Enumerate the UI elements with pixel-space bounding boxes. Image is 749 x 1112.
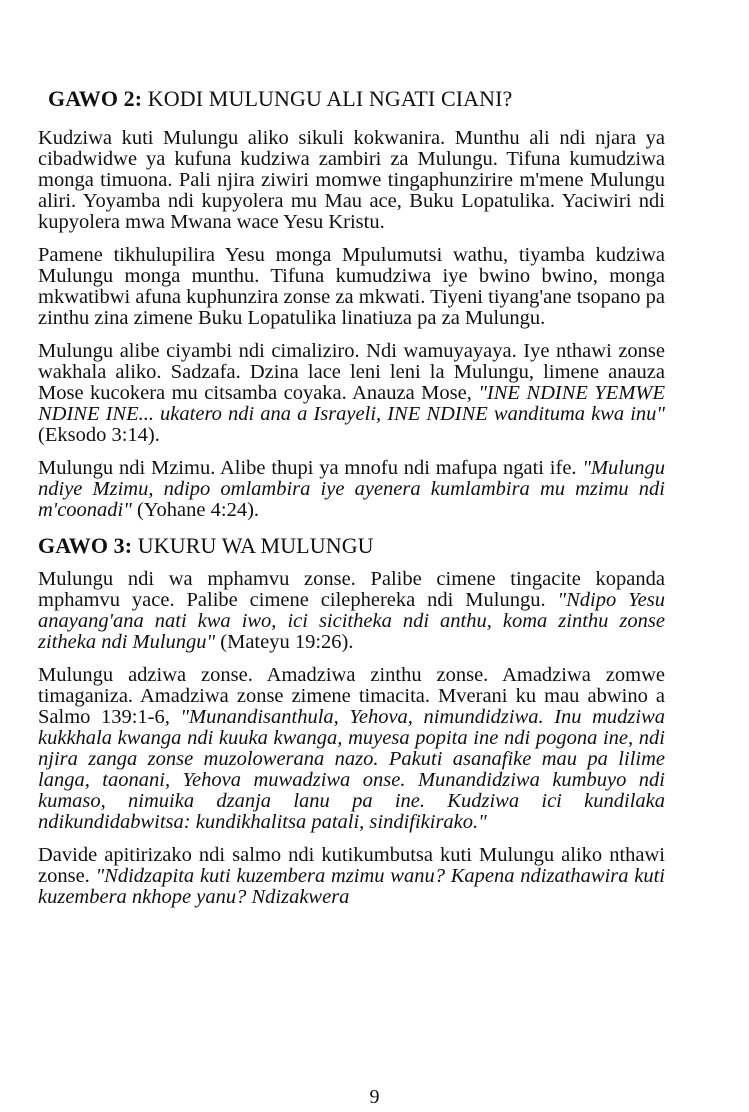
scripture-quote: "Mulungu ndiye Mzimu, ndipo omlambira iye ayenera kumlambira mu mzimu ndi m'coonadi" <box>38 457 665 521</box>
scripture-reference: (Yohane 4:24). <box>131 499 260 521</box>
scripture-quote: "Munandisanthula, Yehova, nimundidziwa. Inu mudziwa kukkhala kwanga ndi kuuka kwanga, muyesa popita ine ndi pogona ine, ndi njira zanga zonse muzolowerana nazo. Pakuti asanafike mau pa lilime langa, taonani, Yehova muwadziwa onse. Munandidziwa kumbuyo ndi kumaso, nimuika dzanja lanu pa ine. Kudziwa ici kundilaka ndikundidabwitsa: kundikhalitsa patali, sindifikirako." <box>38 706 665 833</box>
paragraph-4 <box>38 458 665 521</box>
scripture-quote: "Ndidzapita kuti kuzembera mzimu wanu? Kapena ndizathawira kuti kuzembera nkhope yanu? Ndizakwera <box>38 865 665 908</box>
paragraph-text: Mulungu ndi wa mphamvu zonse. Palibe cimene tingacite kopanda mphamvu yace. Palibe cimene cilephereka ndi Mulungu. <box>38 568 665 611</box>
paragraph-1 <box>38 128 665 233</box>
paragraph-text: Kudziwa kuti Mulungu aliko sikuli kokwanira. Munthu ali ndi njara ya cibadwidwe ya kufuna kudziwa zambiri za Mulungu. Tifuna kumudziwa monga timuona. Pali njira ziwiri momwe tingaphunzirire m'mene Mulungu aliri. Yoyamba ndi kupyolera mu Mau ace, Buku Lopatulika. Yaciwiri ndi kupyolera mwa Mwana wace Yesu Kristu. <box>38 127 665 233</box>
section-number: GAWO 2: <box>48 86 143 111</box>
scripture-reference: (Mateyu 19:26). <box>215 631 354 653</box>
paragraph-text: Mulungu adziwa zonse. Amadziwa zinthu zonse. Amadziwa zomwe timaganiza. Amadziwa zonse zimene timacita. Mverani ku mau abwino a Salmo 139:1-6, <box>38 664 665 728</box>
paragraph-5 <box>38 569 665 653</box>
scripture-quote: "Ndipo Yesu anayang'ana nati kwa iwo, ici sicitheka ndi anthu, koma zinthu zonse zitheka ndi Mulungu" <box>38 589 665 653</box>
paragraph-text: Davide apitirizako ndi salmo ndi kutikumbutsa kuti Mulungu aliko nthawi zonse. <box>38 844 665 887</box>
paragraph-7 <box>38 845 665 908</box>
section-number: GAWO 3: <box>38 533 133 558</box>
paragraph-text: Mulungu ndi Mzimu. Alibe thupi ya mnofu ndi mafupa ngati ife. <box>38 457 583 479</box>
section-heading-gawo-2 <box>48 86 665 112</box>
section-heading-gawo-3 <box>38 533 665 559</box>
paragraph-6 <box>38 665 665 833</box>
scripture-reference: (Eksodo 3:14). <box>38 424 160 446</box>
section-title: KODI MULUNGU ALI NGATI CIANI? <box>142 86 513 111</box>
paragraph-text: Pamene tikhulupilira Yesu monga Mpulumutsi wathu, tiyamba kudziwa Mulungu monga munthu. Tifuna kumudziwa iye bwino bwino, monga mkwatibwi afuna kuphunzira zonse za mkwati. Tiyeni tiyang'ane tsopano pa zinthu zina zimene Buku Lopatulika linatiuza pa za Mulungu. <box>38 244 665 329</box>
paragraph-2 <box>38 245 665 329</box>
paragraph-3 <box>38 341 665 446</box>
scripture-quote: "INE NDINE YEMWE NDINE INE... ukatero ndi ana a Israyeli, INE NDINE wandituma kwa inu" <box>38 382 665 425</box>
paragraph-text: Mulungu alibe ciyambi ndi cimaliziro. Ndi wamuyayaya. Iye nthawi zonse wakhala aliko. Sadzafa. Dzina lace leni leni la Mulungu, limene anauza Mose kucokera mu citsamba coyaka. Anauza Mose, <box>38 340 665 404</box>
page-number: 9 <box>369 1086 380 1108</box>
section-title: UKURU WA MULUNGU <box>132 533 374 558</box>
